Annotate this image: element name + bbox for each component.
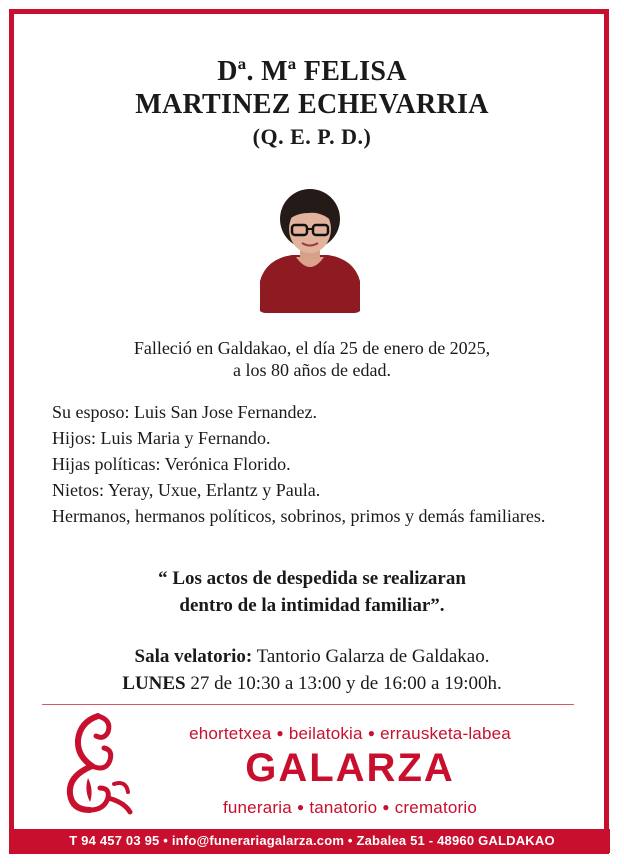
family-line-spouse: Su esposo: Luis San Jose Fernandez.: [52, 402, 317, 422]
family-line-daughters-in-law: Hijas políticas: Verónica Florido.: [52, 454, 291, 474]
separator-dot: ●: [296, 800, 305, 814]
section-divider: [42, 704, 574, 705]
separator-dot: ●: [382, 800, 390, 814]
wake-location: [0, 646, 624, 668]
family-line-relatives: Hermanos, hermanos políticos, sobrinos, primos y demás familiares.: [52, 506, 546, 526]
family-line-grandchildren: Nietos: Yeray, Uxue, Erlantz y Paula.: [52, 480, 321, 500]
separator-dot: ●: [367, 726, 376, 740]
tagline-spanish: [140, 798, 560, 818]
tagline-basque-3: errausketa-labea: [380, 724, 511, 743]
contact-footer: T 94 457 03 95 • info@funerariagalarza.com • Zabalea 51 - 48960 GALDAKAO: [14, 829, 610, 853]
farewell-quote-line1: “ Los actos de despedida se realizaran: [158, 568, 466, 589]
galarza-swirl-logo-icon: [58, 712, 138, 818]
separator-dot: ●: [276, 726, 284, 740]
tagline-spanish-1: funeraria: [222, 798, 292, 817]
wake-day: LUNES: [122, 673, 186, 694]
wake-location-label: Sala velatorio:: [134, 646, 253, 667]
death-notice-line2: a los 80 años de edad.: [233, 360, 391, 380]
wake-schedule: [0, 673, 624, 695]
deceased-photo: [256, 185, 364, 313]
brand-name: GALARZA: [245, 746, 455, 790]
farewell-quote-line2: dentro de la intimidad familiar”.: [179, 595, 445, 616]
tagline-basque: [140, 724, 560, 744]
deceased-name-line2: MARTINEZ ECHEVARRIA: [135, 89, 489, 120]
tagline-basque-2: beilatokia: [288, 724, 363, 743]
deceased-name-line1: Dª. Mª FELISA: [217, 56, 407, 87]
wake-location-place: Tantorio Galarza de Galdakao.: [252, 646, 490, 667]
tagline-spanish-2: tanatorio: [309, 798, 378, 817]
family-line-children: Hijos: Luis Maria y Fernando.: [52, 428, 271, 448]
wake-hours: 27 de 10:30 a 13:00 y de 16:00 a 19:00h.: [185, 673, 502, 694]
tagline-basque-1: ehortetxea: [189, 724, 272, 743]
rip-abbreviation: (Q. E. P. D.): [252, 124, 372, 149]
death-notice-line1: Falleció en Galdakao, el día 25 de enero de 2025,: [133, 338, 491, 358]
tagline-spanish-3: crematorio: [394, 798, 478, 817]
